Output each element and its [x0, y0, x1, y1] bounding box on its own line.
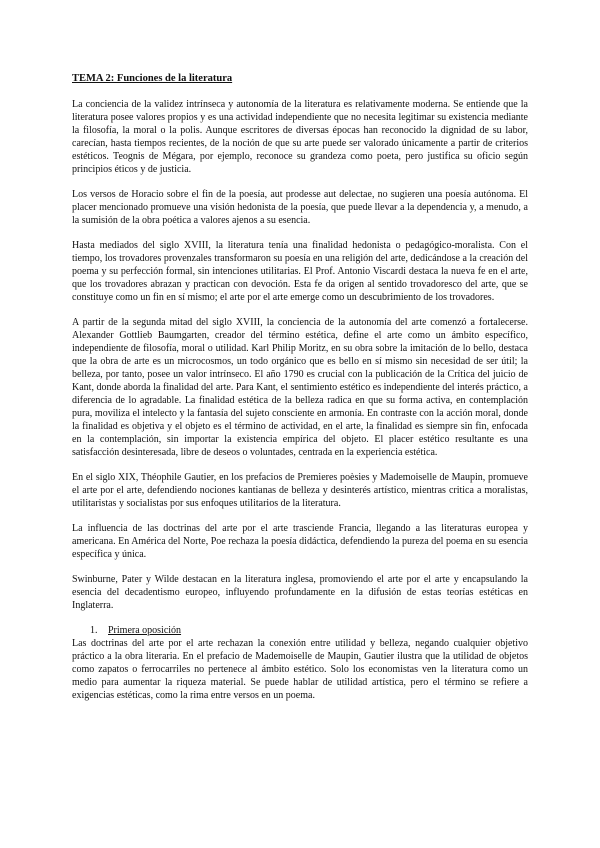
paragraph-4: A partir de la segunda mitad del siglo XVIII, la conciencia de la autonomía del arte comenzó a fortalecerse. Alexander Gottlieb Baumgarten, creador del término estética, define el arte como un ámbito específico, independiente de filosofía, moral o utilidad. Karl Philip Moritz, en su obra sobre la imitación de lo bello, destaca que la obra de arte es un microcosmos, un todo orgánico que es bello en sí mismo sin necesidad de ser útil; la belleza, por tanto, posee un valor intrínseco. El año 1790 es crucial con la publicación de la Crítica del juicio de Kant, donde aborda la finalidad del arte. Para Kant, el sentimiento estético es independiente del interés práctico, a diferencia de lo agradable. La finalidad estética de la belleza radica en que su forma activa, en contemplación pura, moviliza el intelecto y la fantasía del sujeto consciente en armonía. En contraste con la acción moral, donde la finalidad es objetiva y el objeto es el término de actividad, en el arte, la finalidad es siempre sin fin, enfocada en la contemplación, sin importar la existencia empírica del objeto. El placer estético resultante es una satisfacción desinteresada, libre de deseos o voluntades, centrada en la experiencia estética. [72, 317, 528, 458]
list-item [90, 624, 528, 637]
list-heading: Primera oposición [108, 625, 182, 636]
paragraph-8: Las doctrinas del arte por el arte rechazan la conexión entre utilidad y belleza, negando cualquier objetivo práctico a la obra literaria. En el prefacio de Mademoiselle de Maupin, Gautier ilustra que la utilidad de objetos como zapatos o ferrocarriles no pertenece al ámbito estético. Solo los economistas ven la literatura como un medio para aumentar la riqueza material. Se puede hablar de utilidad artística, pero el término se refiere a exigencias estéticas, como la rima entre versos en un poema. [72, 638, 528, 701]
paragraph-6: La influencia de las doctrinas del arte por el arte trasciende Francia, llegando a las literaturas europea y americana. En América del Norte, Poe rechaza la poesía didáctica, defendiendo la pureza del poema en su esencia específica y única. [72, 523, 528, 560]
paragraph-5: En el siglo XIX, Théophile Gautier, en los prefacios de Premieres poèsies y Mademoiselle de Maupin, promueve el arte por el arte, defendiendo nociones kantianas de belleza y desinterés artístico, mientras critica a moralistas, utilitaristas y socialistas por sus enfoques utilitarios de la literatura. [72, 472, 528, 509]
list-number: 1. [90, 625, 98, 636]
document-title: TEMA 2: Funciones de la literatura [72, 73, 233, 84]
paragraph-3: Hasta mediados del siglo XVIII, la literatura tenía una finalidad hedonista o pedagógico-moralista. Con el tiempo, los trovadores provenzales transformaron su poesía en una religión del arte, dedicándose a la creación del poema y su perfección formal, sin intenciones utilitarias. El Prof. Antonio Viscardi destaca la nueva fe en el arte, que los trovadores abrazan y practican con devoción. Esta fe da origen al sentido trovadoresco del arte, que se constituye como un fin en sí mismo; el arte por el arte emerge como un descubrimiento de los trovadores. [72, 240, 528, 303]
paragraph-1: La conciencia de la validez intrínseca y autonomía de la literatura es relativamente moderna. Se entiende que la literatura posee valores propios y es una actividad independiente que no necesita legitimar su existencia mediante la filosofía, la moral o la polis. Aunque escritores de diversas épocas han reconocido la dignidad de su labor, carecían, hasta tiempos recientes, de la noción de que su arte puede ser valorado únicamente a partir de criterios estéticos. Teognis de Mégara, por ejemplo, reconoce su grandeza como poeta, pero justifica su oficio según principios éticos y de justicia. [72, 99, 528, 175]
paragraph-7: Swinburne, Pater y Wilde destacan en la literatura inglesa, promoviendo el arte por el arte y encapsulando la esencia del decadentismo europeo, influyendo profundamente en la difusión de estas teorías estéticas en Inglaterra. [72, 574, 528, 611]
paragraph-2: Los versos de Horacio sobre el fin de la poesía, aut prodesse aut delectae, no sugieren una poesía autónoma. El placer mencionado promueve una visión hedonista de la poesía, que puede llevar a la dependencia y, a menudo, a la sumisión de la obra poética a valores ajenos a su esencia. [72, 189, 528, 226]
